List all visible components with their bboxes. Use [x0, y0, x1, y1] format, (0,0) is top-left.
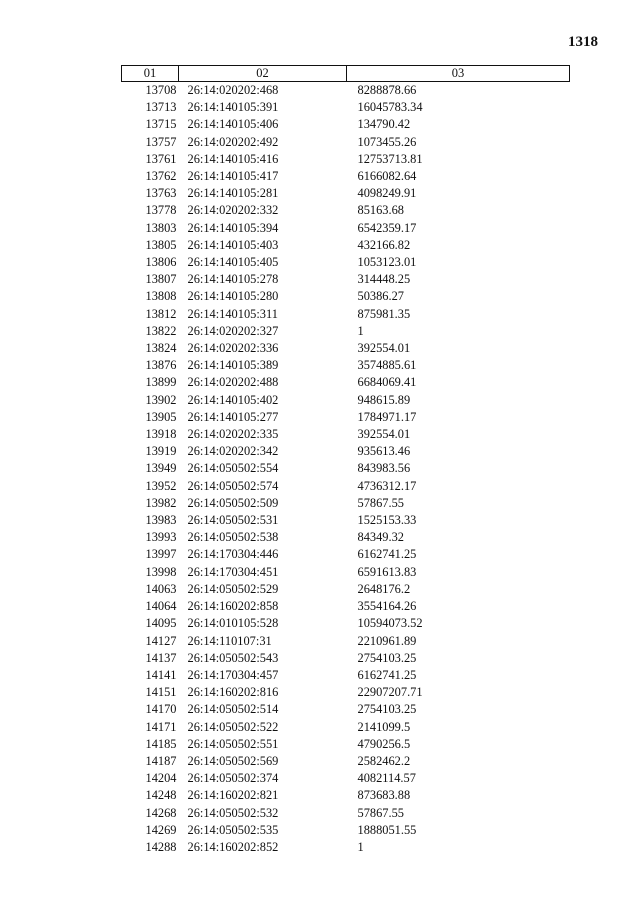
value-cell: 843983.56	[357, 461, 411, 476]
value-cell: 4098249.91	[357, 186, 417, 201]
cadastral-number-cell: 26:14:110107:31	[187, 633, 272, 648]
cadastral-number-cell: 26:14:140105:391	[187, 100, 279, 115]
table-row	[122, 839, 570, 856]
table-row	[122, 340, 570, 357]
row-number-cell: 13905	[145, 409, 177, 424]
table-row	[122, 306, 570, 323]
table-body	[122, 82, 570, 857]
table-row	[122, 134, 570, 151]
cadastral-number-cell: 26:14:140105:277	[187, 409, 279, 424]
table-row	[122, 460, 570, 477]
value-cell: 8288878.66	[357, 83, 417, 97]
table-row	[122, 392, 570, 409]
value-cell: 6166082.64	[357, 169, 417, 184]
table-row	[122, 787, 570, 804]
value-cell: 1073455.26	[357, 134, 417, 149]
table-row	[122, 288, 570, 305]
cadastral-number-cell: 26:14:160202:852	[187, 839, 279, 854]
cadastral-number-cell: 26:14:140105:278	[187, 272, 279, 287]
value-cell: 2582462.2	[357, 753, 411, 768]
value-cell: 2210961.89	[357, 633, 417, 648]
table-row	[122, 202, 570, 219]
cadastral-number-cell: 26:14:140105:389	[187, 358, 279, 373]
cadastral-number-cell: 26:14:140105:280	[187, 289, 279, 304]
cadastral-number-cell: 26:14:050502:522	[187, 719, 279, 734]
row-number-cell: 13983	[145, 513, 177, 528]
value-cell: 2141099.5	[357, 719, 411, 734]
row-number-cell: 13993	[145, 530, 177, 545]
value-cell: 1888051.55	[357, 822, 417, 837]
row-number-cell: 14185	[145, 736, 177, 751]
table-row	[122, 99, 570, 116]
value-cell: 873683.88	[357, 788, 411, 803]
row-number-cell: 13918	[145, 427, 177, 442]
table-row	[122, 529, 570, 546]
value-cell: 6162741.25	[357, 667, 417, 682]
value-cell: 2754103.25	[357, 702, 417, 717]
value-cell: 3554164.26	[357, 599, 417, 614]
row-number-cell: 14141	[145, 667, 177, 682]
cadastral-number-cell: 26:14:050502:569	[187, 753, 279, 768]
cadastral-number-cell: 26:14:140105:394	[187, 220, 279, 235]
table-row	[122, 82, 570, 100]
value-cell: 4790256.5	[357, 736, 411, 751]
table-row	[122, 168, 570, 185]
value-cell: 4082114.57	[357, 771, 416, 786]
row-number-cell: 13824	[145, 341, 177, 356]
cadastral-number-cell: 26:14:160202:858	[187, 599, 279, 614]
cadastral-number-cell: 26:14:050502:554	[187, 461, 279, 476]
row-number-cell: 13919	[145, 444, 177, 459]
row-number-cell: 13822	[145, 323, 177, 338]
value-cell: 10594073.52	[357, 616, 423, 631]
table-row	[122, 254, 570, 271]
cadastral-number-cell: 26:14:050502:531	[187, 513, 279, 528]
value-cell: 85163.68	[357, 203, 404, 218]
cadastral-number-cell: 26:14:050502:543	[187, 650, 279, 665]
row-number-cell: 14151	[145, 685, 177, 700]
cadastral-number-cell: 26:14:050502:529	[187, 581, 279, 596]
table-row	[122, 116, 570, 133]
row-number-cell: 13876	[145, 358, 177, 373]
row-number-cell: 14204	[145, 771, 177, 786]
table-row	[122, 357, 570, 374]
table-row	[122, 564, 570, 581]
row-number-cell: 13812	[145, 306, 177, 321]
cadastral-number-cell: 26:14:140105:405	[187, 255, 279, 270]
row-number-cell: 14063	[145, 581, 177, 596]
cadastral-number-cell: 26:14:010105:528	[187, 616, 279, 631]
cadastral-number-cell: 26:14:050502:535	[187, 822, 279, 837]
value-cell: 134790.42	[357, 117, 411, 132]
row-number-cell: 13807	[145, 272, 177, 287]
row-number-cell: 14187	[145, 753, 177, 768]
column-header-02: 02	[179, 66, 347, 82]
table-row	[122, 736, 570, 753]
table-row	[122, 822, 570, 839]
value-cell: 6684069.41	[357, 375, 417, 390]
page-number: 1318	[568, 34, 598, 50]
table-row	[122, 443, 570, 460]
value-cell: 50386.27	[357, 289, 404, 304]
table-row	[122, 615, 570, 632]
value-cell: 57867.55	[357, 805, 404, 820]
row-number-cell: 13806	[145, 255, 177, 270]
value-cell: 432166.82	[357, 237, 411, 252]
row-number-cell: 13902	[145, 392, 177, 407]
table-row	[122, 633, 570, 650]
cadastral-number-cell: 26:14:140105:281	[187, 186, 279, 201]
row-number-cell: 14137	[145, 650, 177, 665]
column-header-03: 03	[347, 66, 570, 82]
table-row	[122, 495, 570, 512]
table-row	[122, 271, 570, 288]
value-cell: 1053123.01	[357, 255, 417, 270]
value-cell: 84349.32	[357, 530, 404, 545]
value-cell: 6542359.17	[357, 220, 417, 235]
row-number-cell: 13808	[145, 289, 177, 304]
cadastral-number-cell: 26:14:160202:821	[187, 788, 279, 803]
cadastral-number-cell: 26:14:140105:416	[187, 151, 279, 166]
cadastral-number-cell: 26:14:170304:446	[187, 547, 279, 562]
table-row	[122, 770, 570, 787]
row-number-cell: 13949	[145, 461, 177, 476]
cadastral-number-cell: 26:14:020202:468	[187, 83, 279, 97]
cadastral-number-cell: 26:14:020202:332	[187, 203, 279, 218]
cadastral-number-cell: 26:14:020202:342	[187, 444, 279, 459]
table-row	[122, 374, 570, 391]
table-row	[122, 478, 570, 495]
row-number-cell: 13763	[145, 186, 177, 201]
cadastral-number-cell: 26:14:170304:451	[187, 564, 279, 579]
row-number-cell: 13761	[145, 151, 177, 166]
table-row	[122, 512, 570, 529]
value-cell: 16045783.34	[357, 100, 423, 115]
cadastral-number-cell: 26:14:170304:457	[187, 667, 279, 682]
value-cell: 22907207.71	[357, 685, 423, 700]
cadastral-number-cell: 26:14:050502:538	[187, 530, 279, 545]
row-number-cell: 13762	[145, 169, 177, 184]
value-cell: 2754103.25	[357, 650, 417, 665]
row-number-cell: 14288	[145, 839, 177, 854]
table-row	[122, 598, 570, 615]
table-row	[122, 667, 570, 684]
table-row	[122, 546, 570, 563]
value-cell: 57867.55	[357, 495, 404, 510]
row-number-cell: 14171	[145, 719, 177, 734]
row-number-cell: 13803	[145, 220, 177, 235]
row-number-cell: 14170	[145, 702, 177, 717]
cadastral-number-cell: 26:14:050502:509	[187, 495, 279, 510]
value-cell: 392554.01	[357, 427, 411, 442]
row-number-cell: 13708	[145, 83, 177, 97]
row-number-cell: 13757	[145, 134, 177, 149]
cadastral-number-cell: 26:14:140105:311	[187, 306, 278, 321]
cadastral-number-cell: 26:14:020202:335	[187, 427, 279, 442]
table-row	[122, 581, 570, 598]
row-number-cell: 14248	[145, 788, 177, 803]
row-number-cell: 13899	[145, 375, 177, 390]
table-row	[122, 185, 570, 202]
table-row	[122, 323, 570, 340]
value-cell: 4736312.17	[357, 478, 417, 493]
value-cell: 12753713.81	[357, 151, 423, 166]
row-number-cell: 14127	[145, 633, 177, 648]
cadastral-table	[121, 65, 570, 856]
row-number-cell: 14269	[145, 822, 177, 837]
value-cell: 875981.35	[357, 306, 411, 321]
cadastral-number-cell: 26:14:020202:327	[187, 323, 279, 338]
value-cell: 6162741.25	[357, 547, 417, 562]
table-header	[122, 66, 570, 82]
table-row	[122, 409, 570, 426]
table-row	[122, 701, 570, 718]
cadastral-number-cell: 26:14:140105:403	[187, 237, 279, 252]
row-number-cell: 13997	[145, 547, 177, 562]
row-number-cell: 14095	[145, 616, 177, 631]
value-cell: 3574885.61	[357, 358, 417, 373]
value-cell: 1	[357, 323, 364, 338]
row-number-cell: 13778	[145, 203, 177, 218]
table-row	[122, 684, 570, 701]
row-number-cell: 13715	[145, 117, 177, 132]
value-cell: 6591613.83	[357, 564, 417, 579]
cadastral-number-cell: 26:14:050502:574	[187, 478, 279, 493]
table-row	[122, 151, 570, 168]
cadastral-number-cell: 26:14:020202:492	[187, 134, 279, 149]
value-cell: 392554.01	[357, 341, 411, 356]
row-number-cell: 13998	[145, 564, 177, 579]
table-row	[122, 220, 570, 237]
value-cell: 1	[357, 839, 364, 854]
cadastral-number-cell: 26:14:020202:488	[187, 375, 279, 390]
cadastral-number-cell: 26:14:050502:551	[187, 736, 279, 751]
row-number-cell: 13713	[145, 100, 177, 115]
table-row	[122, 426, 570, 443]
cadastral-number-cell: 26:14:050502:514	[187, 702, 279, 717]
value-cell: 314448.25	[357, 272, 411, 287]
cadastral-number-cell: 26:14:020202:336	[187, 341, 279, 356]
table-row	[122, 719, 570, 736]
row-number-cell: 14268	[145, 805, 177, 820]
value-cell: 948615.89	[357, 392, 411, 407]
table-row	[122, 753, 570, 770]
value-cell: 2648176.2	[357, 581, 411, 596]
table-row	[122, 650, 570, 667]
cadastral-number-cell: 26:14:050502:374	[187, 771, 279, 786]
cadastral-number-cell: 26:14:160202:816	[187, 685, 279, 700]
row-number-cell: 13805	[145, 237, 177, 252]
cadastral-number-cell: 26:14:140105:402	[187, 392, 279, 407]
row-number-cell: 13982	[145, 495, 177, 510]
row-number-cell: 14064	[145, 599, 177, 614]
cadastral-number-cell: 26:14:140105:417	[187, 169, 279, 184]
value-cell: 935613.46	[357, 444, 411, 459]
table-row	[122, 237, 570, 254]
table-row	[122, 805, 570, 822]
value-cell: 1784971.17	[357, 409, 417, 424]
value-cell: 1525153.33	[357, 513, 417, 528]
cadastral-number-cell: 26:14:050502:532	[187, 805, 279, 820]
cadastral-number-cell: 26:14:140105:406	[187, 117, 279, 132]
row-number-cell: 13952	[145, 478, 177, 493]
column-header-01: 01	[122, 66, 179, 82]
